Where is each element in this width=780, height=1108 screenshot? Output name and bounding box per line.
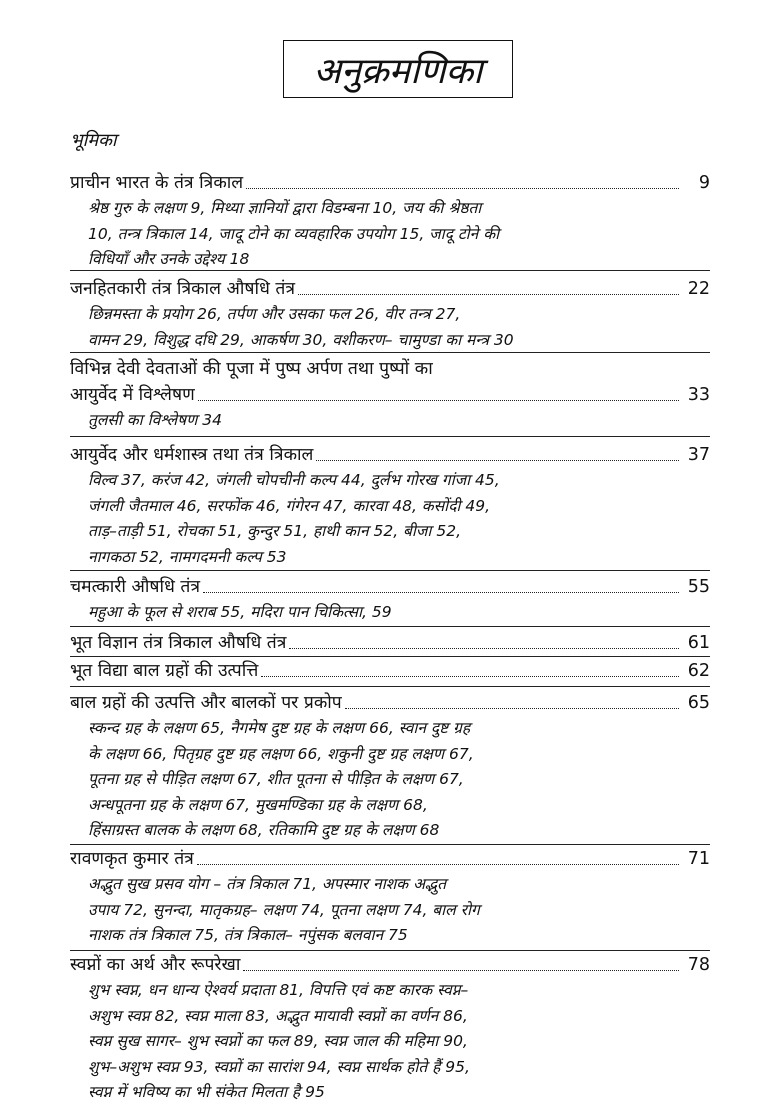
subtopic-line: स्वप्न में भविष्य का भी संकेत मिलता है 95 — [88, 1083, 325, 1101]
subtopic-line: नागकठा 52, नामगदमनी कल्प 53 — [88, 547, 287, 566]
section-divider — [70, 656, 710, 657]
entry-title[interactable]: प्राचीन भारत के तंत्र त्रिकाल — [70, 173, 244, 193]
subtopic-line: शुभ स्वप्न, धन धान्य ऐश्वर्य प्रदाता 81, विपत्ति एवं कष्ट कारक स्वप्न– — [88, 981, 469, 999]
toc-entry[interactable] — [70, 442, 710, 570]
subtopic-line: छिन्नमस्ता के प्रयोग 26, तर्पण और उसका फल 26, वीर तन्त्र 27, — [88, 305, 461, 323]
subtopic-line: जंगली जैतमाल 46, सरफोंक 46, गंगेरन 47, कारवा 48, कसोंदी 49, — [88, 496, 491, 515]
subtopic-line: वामन 29, विशुद्ध दधि 29, आकर्षण 30, वशीकरण– चामुण्डा का मन्त्र 30 — [88, 330, 514, 349]
leader-dots — [261, 675, 679, 677]
section-divider — [70, 436, 710, 437]
leader-dots — [298, 293, 679, 295]
subtopic-line: हिंसाग्रस्त बालक के लक्षण 68, रतिकामि दुष्ट ग्रह के लक्षण 68 — [88, 821, 440, 839]
subtopic-line: उपाय 72, सुनन्दा, मातृकग्रह– लक्षण 74, पूतना लक्षण 74, बाल रोग — [88, 900, 480, 919]
leader-dots — [289, 647, 679, 649]
subtopic-line: पूतना ग्रह से पीड़ित लक्षण 67, शीत पूतना से पीड़ित के लक्षण 67, — [88, 770, 464, 788]
subtopic-line: स्कन्द ग्रह के लक्षण 65, नैगमेष दुष्ट ग्रह के लक्षण 66, स्वान दुष्ट ग्रह — [88, 719, 471, 737]
toc-entry[interactable] — [70, 574, 710, 626]
subtopic-line: अशुभ स्वप्न 82, स्वप्न माला 83, अद्भुत मायावी स्वप्नों का वर्णन 86, — [88, 1006, 468, 1025]
leader-dots — [246, 187, 679, 189]
subtopic-line: तुलसी का विश्लेषण 34 — [88, 411, 222, 429]
page-title: अनुक्रमणिका — [283, 40, 513, 98]
leader-dots — [243, 969, 679, 971]
subtopic-line: ताड़–ताड़ी 51, रोचका 51, कुन्दुर 51, हाथी कान 52, बीजा 52, — [88, 522, 462, 540]
entry-title[interactable]: आयुर्वेद और धर्मशास्त्र तथा तंत्र त्रिकाल — [70, 445, 314, 465]
page-number: 55 — [687, 577, 710, 597]
leader-dots — [345, 707, 679, 709]
page-number: 65 — [687, 693, 710, 713]
section-divider — [70, 270, 710, 271]
toc-entry[interactable] — [70, 846, 710, 949]
subtopic-line: नाशक तंत्र त्रिकाल 75, तंत्र त्रिकाल– नपुंसक बलवान 75 — [88, 926, 408, 944]
page-number: 61 — [687, 633, 710, 653]
entry-subtopics — [88, 196, 680, 273]
page-number: 37 — [687, 445, 710, 465]
entry-subtopics — [88, 978, 680, 1106]
entry-title-line1[interactable]: विभिन्न देवी देवताओं की पूजा में पुष्प अर्पण तथा पुष्पों का — [70, 359, 433, 379]
preface-heading: भूमिका — [70, 130, 117, 151]
subtopic-line: विल्व 37, करंज 42, जंगली चोपचीनी कल्प 44, दुर्लभ गोरख गांजा 45, — [88, 471, 500, 489]
entry-title[interactable]: बाल ग्रहों की उत्पत्ति और बालकों पर प्रकोप — [70, 693, 342, 713]
leader-dots — [198, 399, 679, 401]
page-number: 33 — [687, 385, 710, 405]
subtopic-line: स्वप्न सुख सागर– शुभ स्वप्नों का फल 89, स्वप्न जाल की महिमा 90, — [88, 1032, 468, 1050]
toc-entry[interactable] — [70, 690, 710, 844]
entry-title[interactable]: भूत विज्ञान तंत्र त्रिकाल औषधि तंत्र — [70, 633, 287, 653]
subtopic-line: शुभ–अशुभ स्वप्न 93, स्वप्नों का सारांश 94, स्वप्न सार्थक होते हैं 95, — [88, 1057, 470, 1076]
toc-entry[interactable] — [70, 952, 710, 1106]
toc-entry[interactable] — [70, 630, 710, 656]
entry-title[interactable]: भूत विद्या बाल ग्रहों की उत्पत्ति — [70, 661, 259, 681]
entry-subtopics — [88, 716, 680, 844]
section-divider — [70, 686, 710, 687]
entry-subtopics — [88, 872, 680, 949]
entry-title[interactable]: आयुर्वेद में विश्लेषण — [70, 385, 195, 405]
entry-subtopics — [88, 302, 680, 353]
section-divider — [70, 626, 710, 627]
subtopic-line: विधियाँ और उनके उद्देश्य 18 — [88, 250, 250, 268]
page-number: 78 — [687, 955, 710, 975]
entry-subtopics — [88, 468, 680, 570]
page-number: 22 — [687, 279, 710, 299]
entry-subtopics — [88, 408, 680, 434]
page-number: 62 — [687, 661, 710, 681]
section-divider — [70, 570, 710, 571]
page-number: 9 — [698, 173, 710, 193]
toc-entry[interactable] — [70, 276, 710, 353]
section-divider — [70, 844, 710, 845]
subtopic-line: के लक्षण 66, पितृग्रह दुष्ट ग्रह लक्षण 66, शकुनी दुष्ट ग्रह लक्षण 67, — [88, 744, 474, 763]
entry-title[interactable]: जनहितकारी तंत्र त्रिकाल औषधि तंत्र — [70, 279, 296, 299]
leader-dots — [316, 459, 679, 461]
section-divider — [70, 352, 710, 353]
toc-entry[interactable] — [70, 170, 710, 273]
page-number: 71 — [687, 849, 710, 869]
subtopic-line: 10, तन्त्र त्रिकाल 14, जादू टोने का व्यवहारिक उपयोग 15, जादू टोने की — [88, 224, 500, 243]
subtopic-line: अद्भुत सुख प्रसव योग – तंत्र त्रिकाल 71, अपस्मार नाशक अद्भुत — [88, 875, 447, 893]
leader-dots — [203, 591, 679, 593]
toc-entry[interactable] — [70, 356, 710, 434]
entry-subtopics — [88, 600, 680, 626]
section-divider — [70, 950, 710, 951]
toc-entry[interactable] — [70, 658, 710, 684]
subtopic-line: अन्धपूतना ग्रह के लक्षण 67, मुखमण्डिका ग्रह के लक्षण 68, — [88, 795, 428, 814]
subtopic-line: श्रेष्ठ गुरु के लक्षण 9, मिथ्या ज्ञानियों द्वारा विडम्बना 10, जय की श्रेष्ठता — [88, 199, 482, 217]
leader-dots — [197, 863, 679, 865]
entry-title[interactable]: रावणकृत कुमार तंत्र — [70, 849, 194, 869]
entry-title[interactable]: चमत्कारी औषधि तंत्र — [70, 577, 201, 597]
subtopic-line: महुआ के फूल से शराब 55, मदिरा पान चिकित्सा, 59 — [88, 603, 392, 621]
entry-title[interactable]: स्वप्नों का अर्थ और रूपरेखा — [70, 955, 241, 975]
